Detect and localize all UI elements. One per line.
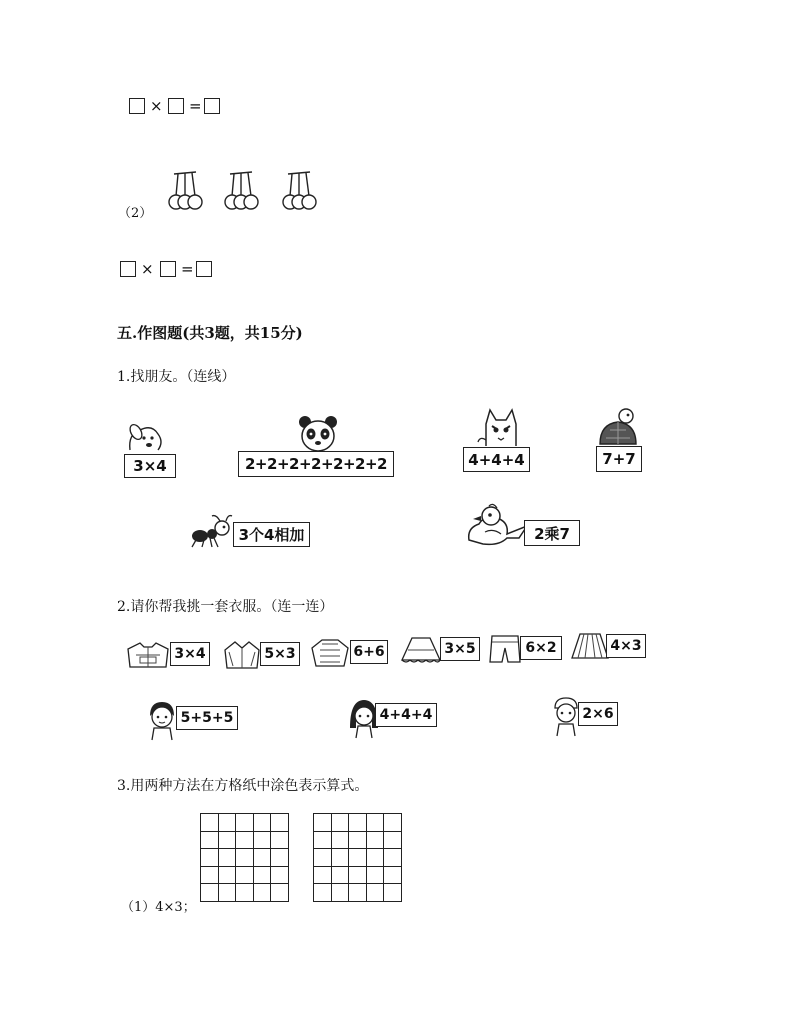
kid-label[interactable]: 4+4+4: [375, 703, 437, 727]
clothes-label[interactable]: 3×4: [170, 642, 210, 666]
equals-sign: =: [181, 260, 194, 278]
square-grid[interactable]: [313, 813, 402, 902]
answer-box[interactable]: [160, 261, 176, 277]
boy-icon: [146, 700, 178, 740]
friend-label[interactable]: 2+2+2+2+2+2+2: [238, 451, 394, 477]
answer-box[interactable]: [129, 98, 145, 114]
clothes-label[interactable]: 5×3: [260, 642, 300, 666]
answer-box[interactable]: [204, 98, 220, 114]
section-heading: 五.作图题(共3题，共15分): [117, 324, 303, 342]
friend-label[interactable]: 2乘7: [524, 520, 580, 546]
question-prompt: 2.请你帮我挑一套衣服。（连一连）: [117, 599, 334, 615]
clothes-label[interactable]: 4×3: [606, 634, 646, 658]
answer-box[interactable]: [120, 261, 136, 277]
coat-icon: [223, 640, 261, 670]
skirt-icon: [400, 636, 442, 666]
pleated-skirt-icon: [570, 632, 610, 662]
cherry-icon: [169, 172, 202, 209]
clothes-label[interactable]: 6+6: [350, 640, 388, 664]
friend-label[interactable]: 7+7: [596, 446, 642, 472]
cherry-icon: [283, 172, 316, 209]
sub-question: （1）4×3；: [121, 900, 196, 915]
equals-sign: =: [189, 97, 202, 115]
bird-icon: [463, 504, 529, 546]
ant-icon: [188, 514, 234, 548]
friend-label[interactable]: 3个4相加: [233, 522, 310, 547]
turtle-icon: [596, 408, 642, 446]
cat-icon: [478, 406, 524, 448]
kid-label[interactable]: 5+5+5: [176, 706, 238, 730]
friend-label[interactable]: 4+4+4: [463, 447, 530, 472]
clothes-label[interactable]: 6×2: [520, 636, 562, 660]
panda-icon: [296, 414, 340, 454]
dog-icon: [124, 420, 168, 456]
question-prompt: 3.用两种方法在方格纸中涂色表示算式。: [117, 778, 369, 794]
question-prompt: 1.找朋友。（连线）: [117, 369, 236, 385]
child-icon: [551, 696, 581, 736]
cherries-illustration: [166, 168, 326, 214]
times-sign: ×: [141, 260, 154, 278]
friend-label[interactable]: 3×4: [124, 454, 176, 478]
sweater-icon: [310, 638, 350, 668]
answer-box[interactable]: [196, 261, 212, 277]
answer-box[interactable]: [168, 98, 184, 114]
question-number: （2）: [118, 206, 153, 221]
shorts-icon: [488, 634, 522, 664]
square-grid[interactable]: [200, 813, 289, 902]
times-sign: ×: [150, 97, 163, 115]
cherry-icon: [225, 172, 258, 209]
kid-label[interactable]: 2×6: [578, 702, 618, 726]
jacket-icon: [126, 641, 170, 669]
clothes-label[interactable]: 3×5: [440, 637, 480, 661]
